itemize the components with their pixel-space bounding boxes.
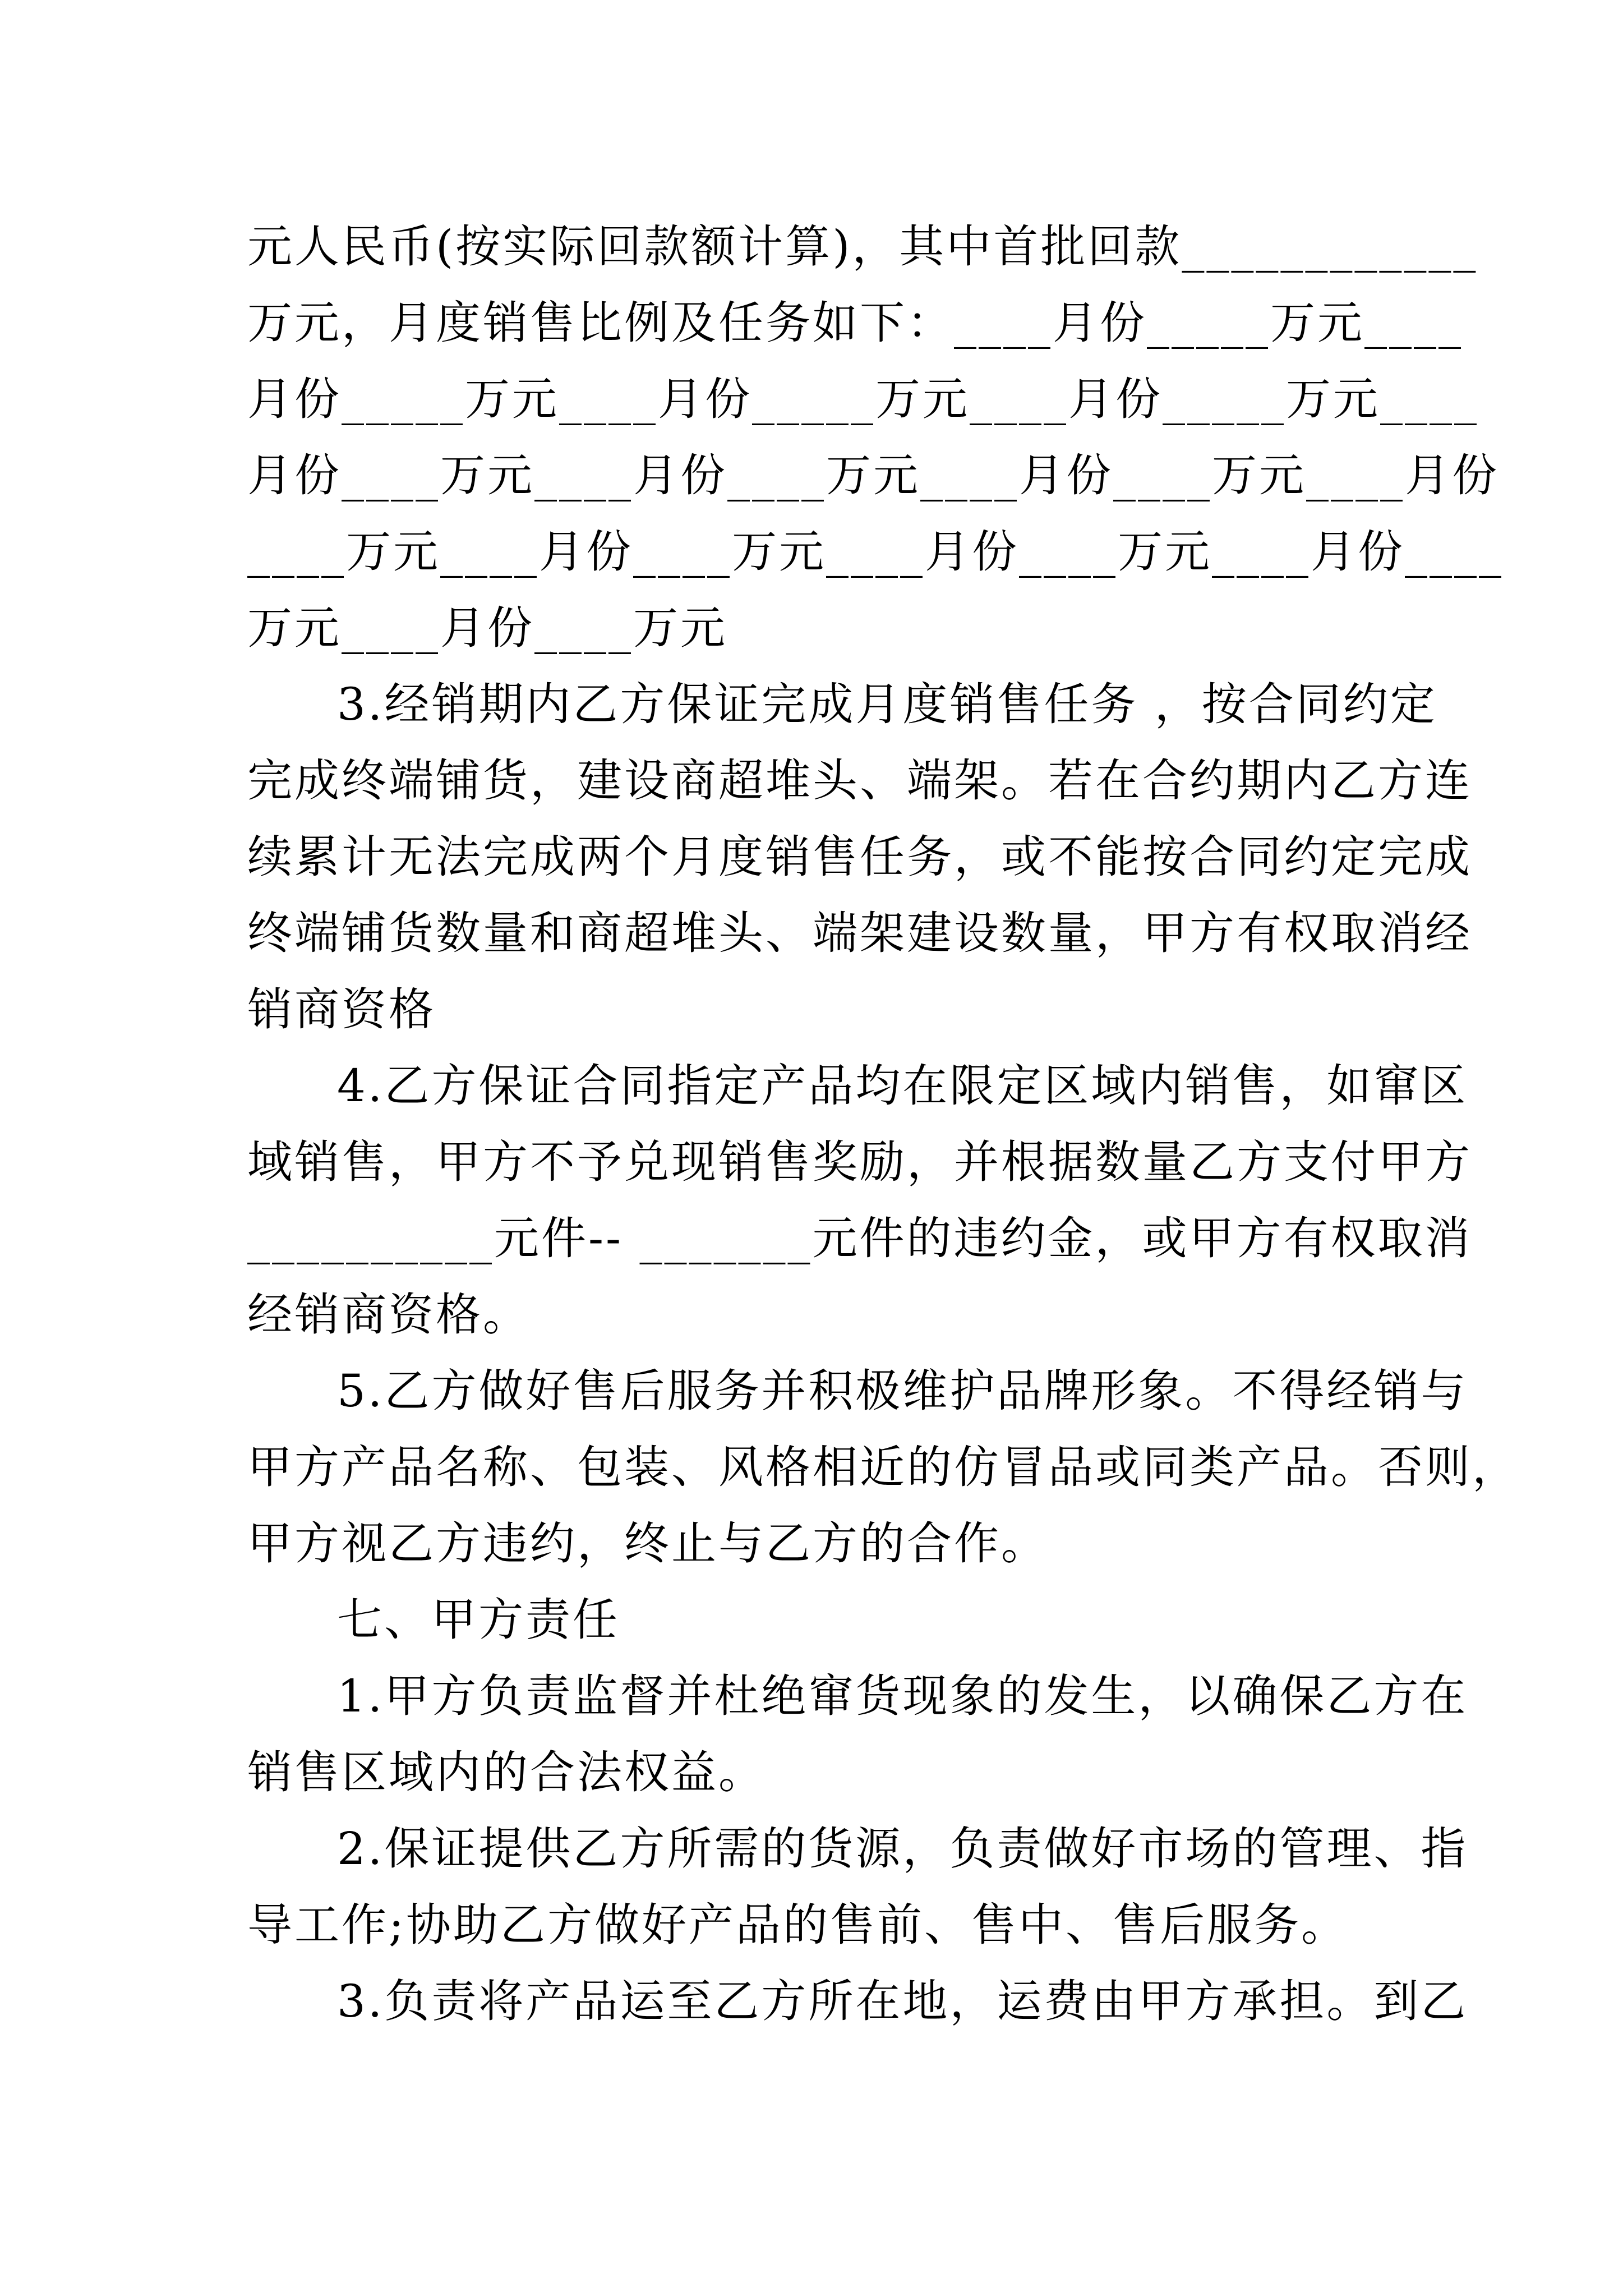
text-line: ____万元____月份____万元____月份____万元____月份____: [247, 526, 1504, 578]
item-2-first-line: 2.保证提供乙方所需的货源，负责做好市场的管理、指: [337, 1823, 1468, 1875]
text-line: 元人民币(按实际回款额计算)，其中首批回款____________: [247, 220, 1478, 273]
text-line: 续累计无法完成两个月度销售任务，或不能按合同约定完成: [247, 831, 1472, 883]
text-line: 销售区域内的合法权益。: [247, 1746, 766, 1798]
text-line: 导工作;协助乙方做好产品的售前、售中、售后服务。: [247, 1899, 1348, 1951]
text-line: 甲方视乙方违约，终止与乙方的合作。: [247, 1517, 1048, 1570]
paragraph-5-first-line: 5.乙方做好售后服务并积极维护品牌形象。不得经销与: [337, 1365, 1468, 1417]
item-1-first-line: 1.甲方负责监督并杜绝窜货现象的发生，以确保乙方在: [337, 1670, 1468, 1722]
text-line: 域销售，甲方不予兑现销售奖励，并根据数量乙方支付甲方: [247, 1136, 1472, 1188]
text-line: 甲方产品名称、包装、风格相近的仿冒品或同类产品。否则，: [247, 1441, 1519, 1493]
item-3-first-line: 3.负责将产品运至乙方所在地，运费由甲方承担。到乙: [337, 1975, 1468, 2027]
section-heading: 七、甲方责任: [337, 1594, 620, 1646]
text-line: __________元件-- _______元件的违约金，或甲方有权取消: [247, 1212, 1472, 1264]
text-line: 月份_____万元____月份_____万元____月份_____万元____: [247, 373, 1479, 425]
text-line: 终端铺货数量和商超堆头、端架建设数量，甲方有权取消经: [247, 907, 1472, 959]
text-line: 万元____月份____万元: [247, 602, 727, 654]
text-line: 月份____万元____月份____万元____月份____万元____月份: [247, 449, 1499, 501]
document-body: [247, 209, 1519, 2040]
text-line: 经销商资格。: [247, 1289, 530, 1341]
text-line: 完成终端铺货，建设商超堆头、端架。若在合约期内乙方连: [247, 754, 1472, 807]
text-line: 销商资格: [247, 983, 436, 1036]
paragraph-4-first-line: 4.乙方保证合同指定产品均在限定区域内销售，如窜区: [337, 1060, 1468, 1112]
paragraph-3-first-line: 3.经销期内乙方保证完成月度销售任务 ，按合同约定: [337, 678, 1437, 730]
text-line: 万元，月度销售比例及任务如下：____月份_____万元____: [247, 297, 1463, 349]
